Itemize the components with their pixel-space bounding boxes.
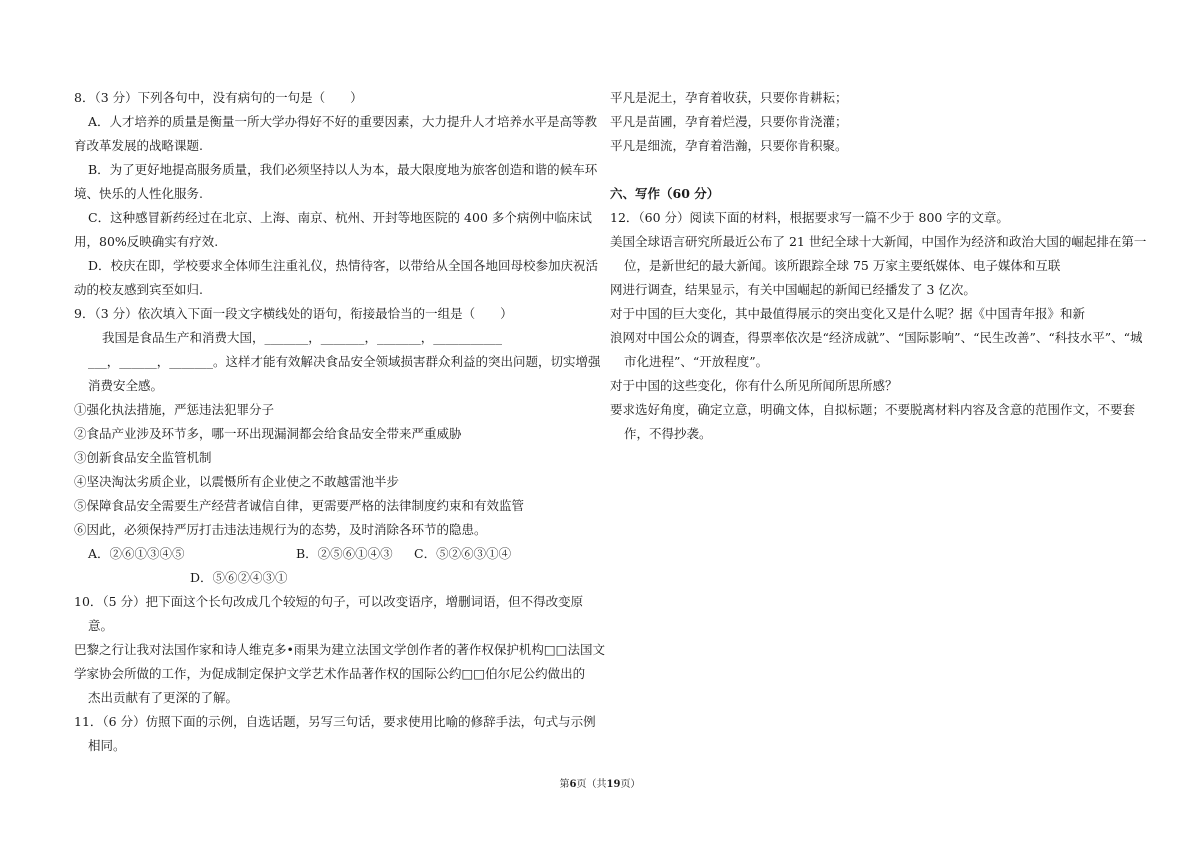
- q12-material-line7: 对于中国的这些变化，你有什么所见所闻所思所感？: [610, 378, 898, 393]
- q11-example-1: 平凡是泥土，孕育着收获，只要你肯耕耘；: [610, 90, 848, 105]
- q9-passage-line2: ___，______，_______。这样才能有效解决食品安全领域损害群众利益的突出问题，切实增强: [88, 354, 601, 369]
- q11-stem-cont: 相同。: [88, 738, 126, 753]
- q9-item-6: ⑥因此，必须保持严厉打击违法违规行为的态势，及时消除各环节的隐患。: [74, 522, 487, 537]
- q9-passage-line1: 我国是食品生产和消费大国，_______，_______，_______，___________: [102, 330, 503, 345]
- q8-option-d: D．校庆在即，学校要求全体师生注重礼仪，热情待客，以带给从全国各地回母校参加庆祝活: [88, 258, 599, 273]
- q12-material-line1: 美国全球语言研究所最近公布了 21 世纪全球十大新闻，中国作为经济和政治大国的崛起排在第一: [610, 234, 1147, 249]
- q8-stem: 8．（3 分）下列各句中，没有病句的一句是（ ）: [74, 90, 363, 105]
- page-number: 6: [569, 779, 577, 790]
- footer-pre: 第: [559, 779, 570, 790]
- footer-post: 页）: [620, 779, 641, 790]
- q8-option-c: C．这种感冒新药经过在北京、上海、南京、杭州、开封等地医院的 400 多个病例中临床试: [88, 210, 592, 225]
- q10-text-line3: 杰出贡献有了更深的了解。: [88, 690, 239, 705]
- q12-material-line5: 浪网对中国公众的调查，得票率依次是“经济成就”、“国际影响”、“民生改善”、“科技水平”、“城: [610, 330, 1143, 345]
- page-total: 19: [606, 779, 621, 790]
- q11-stem: 11．（6 分）仿照下面的示例，自选话题，另写三句话，要求使用比喻的修辞手法，句式与示例: [74, 714, 596, 729]
- q12-material-line6: 市化进程”、“开放程度”。: [624, 354, 769, 369]
- q10-text-line2: 学家协会所做的工作，为促成制定保护文学艺术作品著作权的国际公约□□伯尔尼公约做出的: [74, 666, 586, 681]
- q8-option-c-cont: 用，80%反映确实有疗效.: [74, 234, 219, 249]
- q8-option-a-cont: 育改革发展的战略课题.: [74, 138, 203, 153]
- q8-option-b-cont: 境、快乐的人性化服务.: [74, 186, 203, 201]
- page-footer: [0, 775, 1200, 790]
- q9-item-5: ⑤保障食品安全需要生产经营者诚信自律，更需要严格的法律制度约束和有效监管: [74, 498, 525, 513]
- blank-line: [610, 158, 1135, 182]
- left-column: [74, 86, 605, 758]
- q11-example-3: 平凡是细流，孕育着浩瀚，只要你肯积聚。: [610, 138, 848, 153]
- q12-requirement-line2: 作，不得抄袭。: [624, 426, 712, 441]
- q9-item-2: ②食品产业涉及环节多，哪一环出现漏洞都会给食品安全带来严重威胁: [74, 426, 462, 441]
- q9-item-1: ①强化执法措施，严惩违法犯罪分子: [74, 402, 275, 417]
- q9-stem: 9．（3 分）依次填入下面一段文字横线处的语句，衔接最恰当的一组是（ ）: [74, 306, 513, 321]
- q9-item-4: ④坚决淘汰劣质企业，以震慑所有企业使之不敢越雷池半步: [74, 474, 400, 489]
- q10-stem-cont: 意。: [88, 618, 114, 633]
- q12-material-line2: 位，是新世纪的最大新闻。该所跟踪全球 75 万家主要纸媒体、电子媒体和互联: [624, 258, 1061, 273]
- right-column: [610, 86, 1147, 446]
- q9-option-c: C．⑤②⑥③①④: [414, 546, 512, 561]
- q12-stem: 12．（60 分）阅读下面的材料，根据要求写一篇不少于 800 字的文章。: [610, 210, 1009, 225]
- q9-item-3: ③创新食品安全监管机制: [74, 450, 212, 465]
- q9-option-d: D．⑤⑥②④③①: [190, 570, 288, 585]
- q10-text-line1: 巴黎之行让我对法国作家和诗人维克多•雨果为建立法国文学创作者的著作权保护机构□□法国文: [74, 642, 605, 657]
- q12-material-line3: 网进行调查，结果显示，有关中国崛起的新闻已经播发了 3 亿次。: [610, 282, 976, 297]
- q12-material-line4: 对于中国的巨大变化，其中最值得展示的突出变化又是什么呢？据《中国青年报》和新: [610, 306, 1086, 321]
- q8-option-b: B．为了更好地提高服务质量，我们必须坚持以人为本，最大限度地为旅客创造和谐的候车环: [88, 162, 598, 177]
- q11-example-2: 平凡是苗圃，孕育着烂漫，只要你肯浇灌；: [610, 114, 848, 129]
- q9-passage-line3: 消费安全感。: [88, 378, 164, 393]
- section-heading-writing: 六、写作（60 分）: [610, 186, 720, 201]
- q12-requirement-line1: 要求选好角度，确定立意，明确文体，自拟标题；不要脱离材料内容及含意的范围作文，不要套: [610, 402, 1136, 417]
- q10-stem: 10．（5 分）把下面这个长句改成几个较短的句子，可以改变语序，增删词语，但不得改变原: [74, 594, 584, 609]
- footer-mid: 页（共: [576, 779, 607, 790]
- q9-options-row: [74, 542, 594, 566]
- q8-option-d-cont: 动的校友感到宾至如归.: [74, 282, 203, 297]
- q9-option-b: B．②⑤⑥①④③: [296, 546, 393, 561]
- q8-option-a: A．人才培养的质量是衡量一所大学办得好不好的重要因素，大力提升人才培养水平是高等教: [88, 114, 598, 129]
- q9-option-a: A．②⑥①③④⑤: [88, 546, 185, 561]
